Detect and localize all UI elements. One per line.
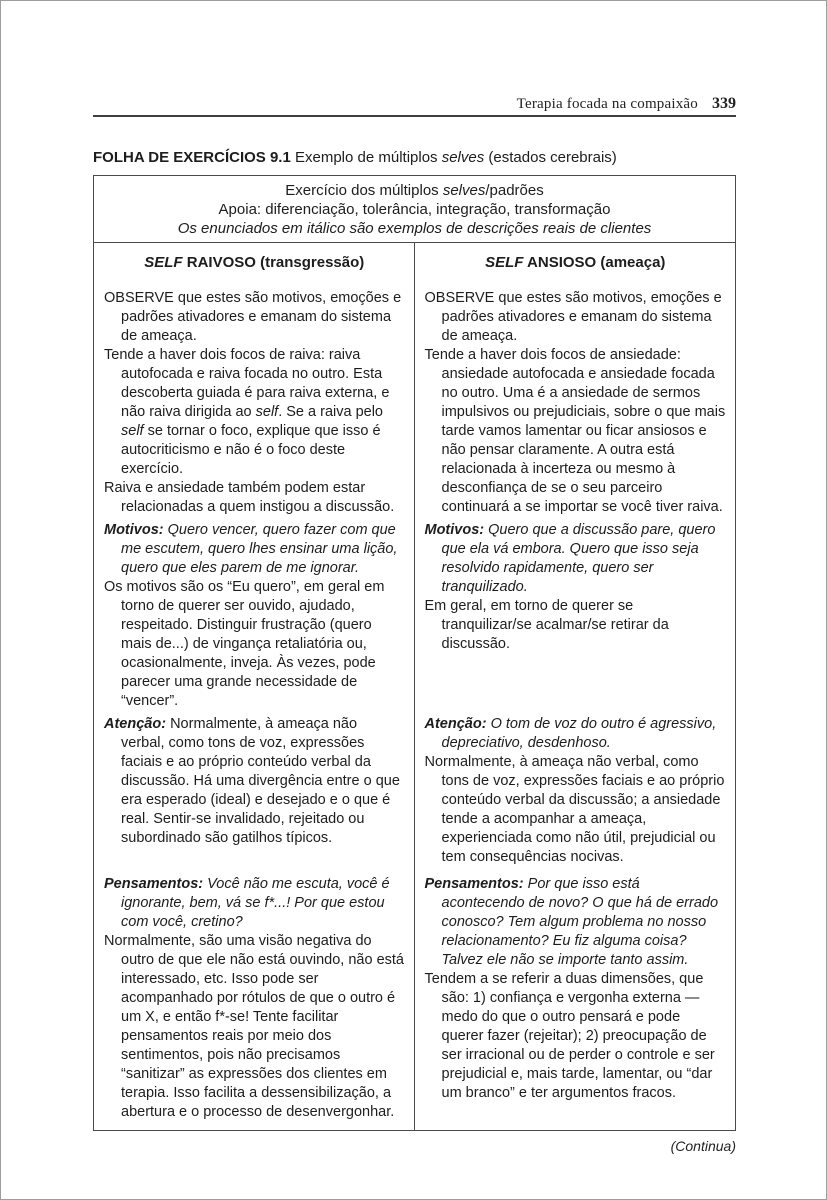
text-run: (estados cerebrais)	[484, 149, 617, 166]
text-run: se tornar o foco, explique que isso é autocriticismo e não é o foco deste exercício.	[121, 423, 381, 477]
text-run: Apoia: diferenciação, tolerância, integração, transformação	[218, 201, 611, 218]
text-run: Motivos:	[104, 522, 168, 538]
cell-ansioso-pensamentos	[415, 871, 736, 1130]
cell-raivoso-observe	[94, 285, 415, 517]
text-run: ANSIOSO (ameaça)	[523, 254, 666, 271]
worksheet-header-box	[94, 176, 735, 243]
text-run: Normalmente, são uma visão negativa do outro de que ele não está ouvindo, não está interessado, etc. Isso pode ser acompanhado por rótulos de que o outro é um X, e então f*-se! Tente facilitar pensamentos reais por meio dos sentimentos, pois não precisamos “sanitizar” as expressões dos clientes em terapia. Isso facilita a dessensibilização, a abertura e o processo de desenvergonhar.	[104, 933, 404, 1120]
header-box-line-3	[104, 219, 725, 238]
text-run: Por que isso está acontecendo de novo? O que há de errado conosco? Tem algum problema no nosso relacionamento? Eu fiz alguma coisa? Talvez ele não se importe tanto assim.	[441, 876, 719, 968]
running-head-title: Terapia focada na compaixão	[516, 96, 698, 112]
text-run: Exercício dos múltiplos	[285, 182, 443, 199]
continua-note: (Continua)	[670, 1138, 736, 1154]
text-run: Pensamentos:	[424, 876, 528, 892]
cell-ansioso-observe	[415, 285, 736, 517]
text-run: Quero que a discussão pare, quero que ela vá embora. Quero que isso seja resolvido rapidamente, quero ser tranquilizado.	[441, 522, 716, 595]
paragraph	[104, 578, 405, 711]
text-run: Pensamentos:	[104, 876, 208, 892]
worksheet-columns	[94, 243, 735, 1130]
text-run: Atenção:	[424, 716, 491, 732]
page-number: 339	[712, 95, 736, 112]
text-run: self	[121, 423, 144, 439]
column-title-self-ansioso	[415, 243, 736, 285]
paragraph	[104, 521, 405, 578]
paragraph	[425, 715, 727, 753]
text-run: Raiva e ansiedade também podem estar relacionadas a quem instigou a discussão.	[104, 480, 395, 515]
text-run: Normalmente, à ameaça não verbal, como tons de voz, expressões faciais e ao próprio conteúdo verbal da discussão. Há uma divergência entre o que era esperado (ideal) e desejado e o que é real. Sentir-se invalidado, rejeitado ou subordinado são gatilhos típicos.	[121, 716, 400, 846]
cell-ansioso-motivos	[415, 517, 736, 711]
paragraph	[425, 521, 727, 597]
text-run: Motivos:	[424, 522, 489, 538]
cell-ansioso-atencao	[415, 711, 736, 871]
text-run: FOLHA DE EXERCÍCIOS 9.1	[93, 149, 291, 166]
cell-raivoso-pensamentos	[94, 871, 415, 1130]
text-run: Atenção:	[104, 716, 171, 732]
text-run: Tende a haver dois focos de ansiedade: ansiedade autofocada e ansiedade focada no outro. Uma é a ansiedade de sermos impulsivos ou prejudiciais, sobre o que mais tarde vamos lamentar ou ficar ansiosos e não pensar claramente. A outra está relacionada à incerteza ou mesmo à desconfiança de se o seu parceiro continuará a se importar se você tiver raiva.	[424, 347, 726, 515]
paragraph	[425, 289, 727, 346]
text-run: Normalmente, à ameaça não verbal, como tons de voz, expressões faciais e ao próprio conteúdo verbal da discussão; a ansiedade tende a acompanhar a ameaça, experienciada como não útil, prejudicial ou tem consequências nocivas.	[424, 754, 725, 865]
text-run: Você não me escuta, você é ignorante, bem, vá se f*...! Por que estou com você, cretino?	[121, 876, 390, 930]
paragraph	[104, 479, 405, 517]
paragraph	[104, 289, 405, 346]
text-run: O tom de voz do outro é agressivo, depreciativo, desdenhoso.	[441, 716, 717, 751]
text-run: selves	[441, 149, 485, 166]
paragraph	[425, 346, 727, 517]
text-run: Exemplo de múltiplos	[290, 149, 442, 166]
running-head	[93, 95, 736, 113]
header-box-line-1	[104, 181, 725, 200]
paragraph	[425, 597, 727, 654]
paragraph	[104, 715, 405, 848]
header-rule	[93, 115, 736, 117]
worksheet-table	[93, 175, 736, 1131]
text-run: SELF	[485, 254, 524, 271]
text-run: OBSERVE que estes são motivos, emoções e padrões ativadores e emanam do sistema de ameaça.	[424, 290, 722, 344]
text-run: . Se a raiva pelo	[278, 404, 383, 420]
text-run: OBSERVE que estes são motivos, emoções e padrões ativadores e emanam do sistema de ameaça.	[104, 290, 402, 344]
header-box-line-2	[104, 200, 725, 219]
text-run: /padrões	[485, 182, 544, 199]
text-run: selves	[442, 182, 486, 199]
paragraph	[104, 346, 405, 479]
paragraph	[425, 753, 727, 867]
text-run: Em geral, em torno de querer se tranquilizar/se acalmar/se retirar da discussão.	[424, 598, 669, 652]
text-run: Os motivos são os “Eu quero”, em geral em torno de querer ser ouvido, ajudado, respeitado. Distinguir frustração (quero mais de...) de vingança retaliatória ou, ocasionalmente, inveja. Às vezes, pode parecer uma grande necessidade de “vencer”.	[104, 579, 385, 709]
text-run: self	[255, 404, 279, 420]
text-run: Tendem a se referir a duas dimensões, que são: 1) confiança e vergonha externa — medo do que o outro pensará e pode querer fazer (rejeitar); 2) preocupação de ser irracional ou de perder o controle e ser prejudicial e, mais tarde, lamentar, ou “dar um branco” e ter argumentos fracos.	[424, 971, 715, 1101]
paragraph	[425, 970, 727, 1103]
cell-raivoso-atencao	[94, 711, 415, 871]
text-run: Os enunciados em itálico são exemplos de descrições reais de clientes	[177, 220, 652, 237]
text-run: Quero vencer, quero fazer com que me escutem, quero lhes ensinar uma lição, quero que eles parem de me ignorar.	[121, 522, 398, 576]
paragraph	[104, 932, 405, 1122]
worksheet-title	[93, 148, 736, 167]
text-run: RAIVOSO (transgressão)	[182, 254, 365, 271]
paragraph	[104, 875, 405, 932]
text-run: SELF	[144, 254, 183, 271]
text-run: Tende a haver dois focos de raiva: raiva autofocada e raiva focada no outro. Esta descoberta guiada é para raiva externa, e não raiva dirigida ao	[104, 347, 390, 420]
page-content	[93, 95, 736, 1155]
paragraph	[425, 875, 727, 970]
column-title-self-raivoso	[94, 243, 415, 285]
cell-raivoso-motivos	[94, 517, 415, 711]
